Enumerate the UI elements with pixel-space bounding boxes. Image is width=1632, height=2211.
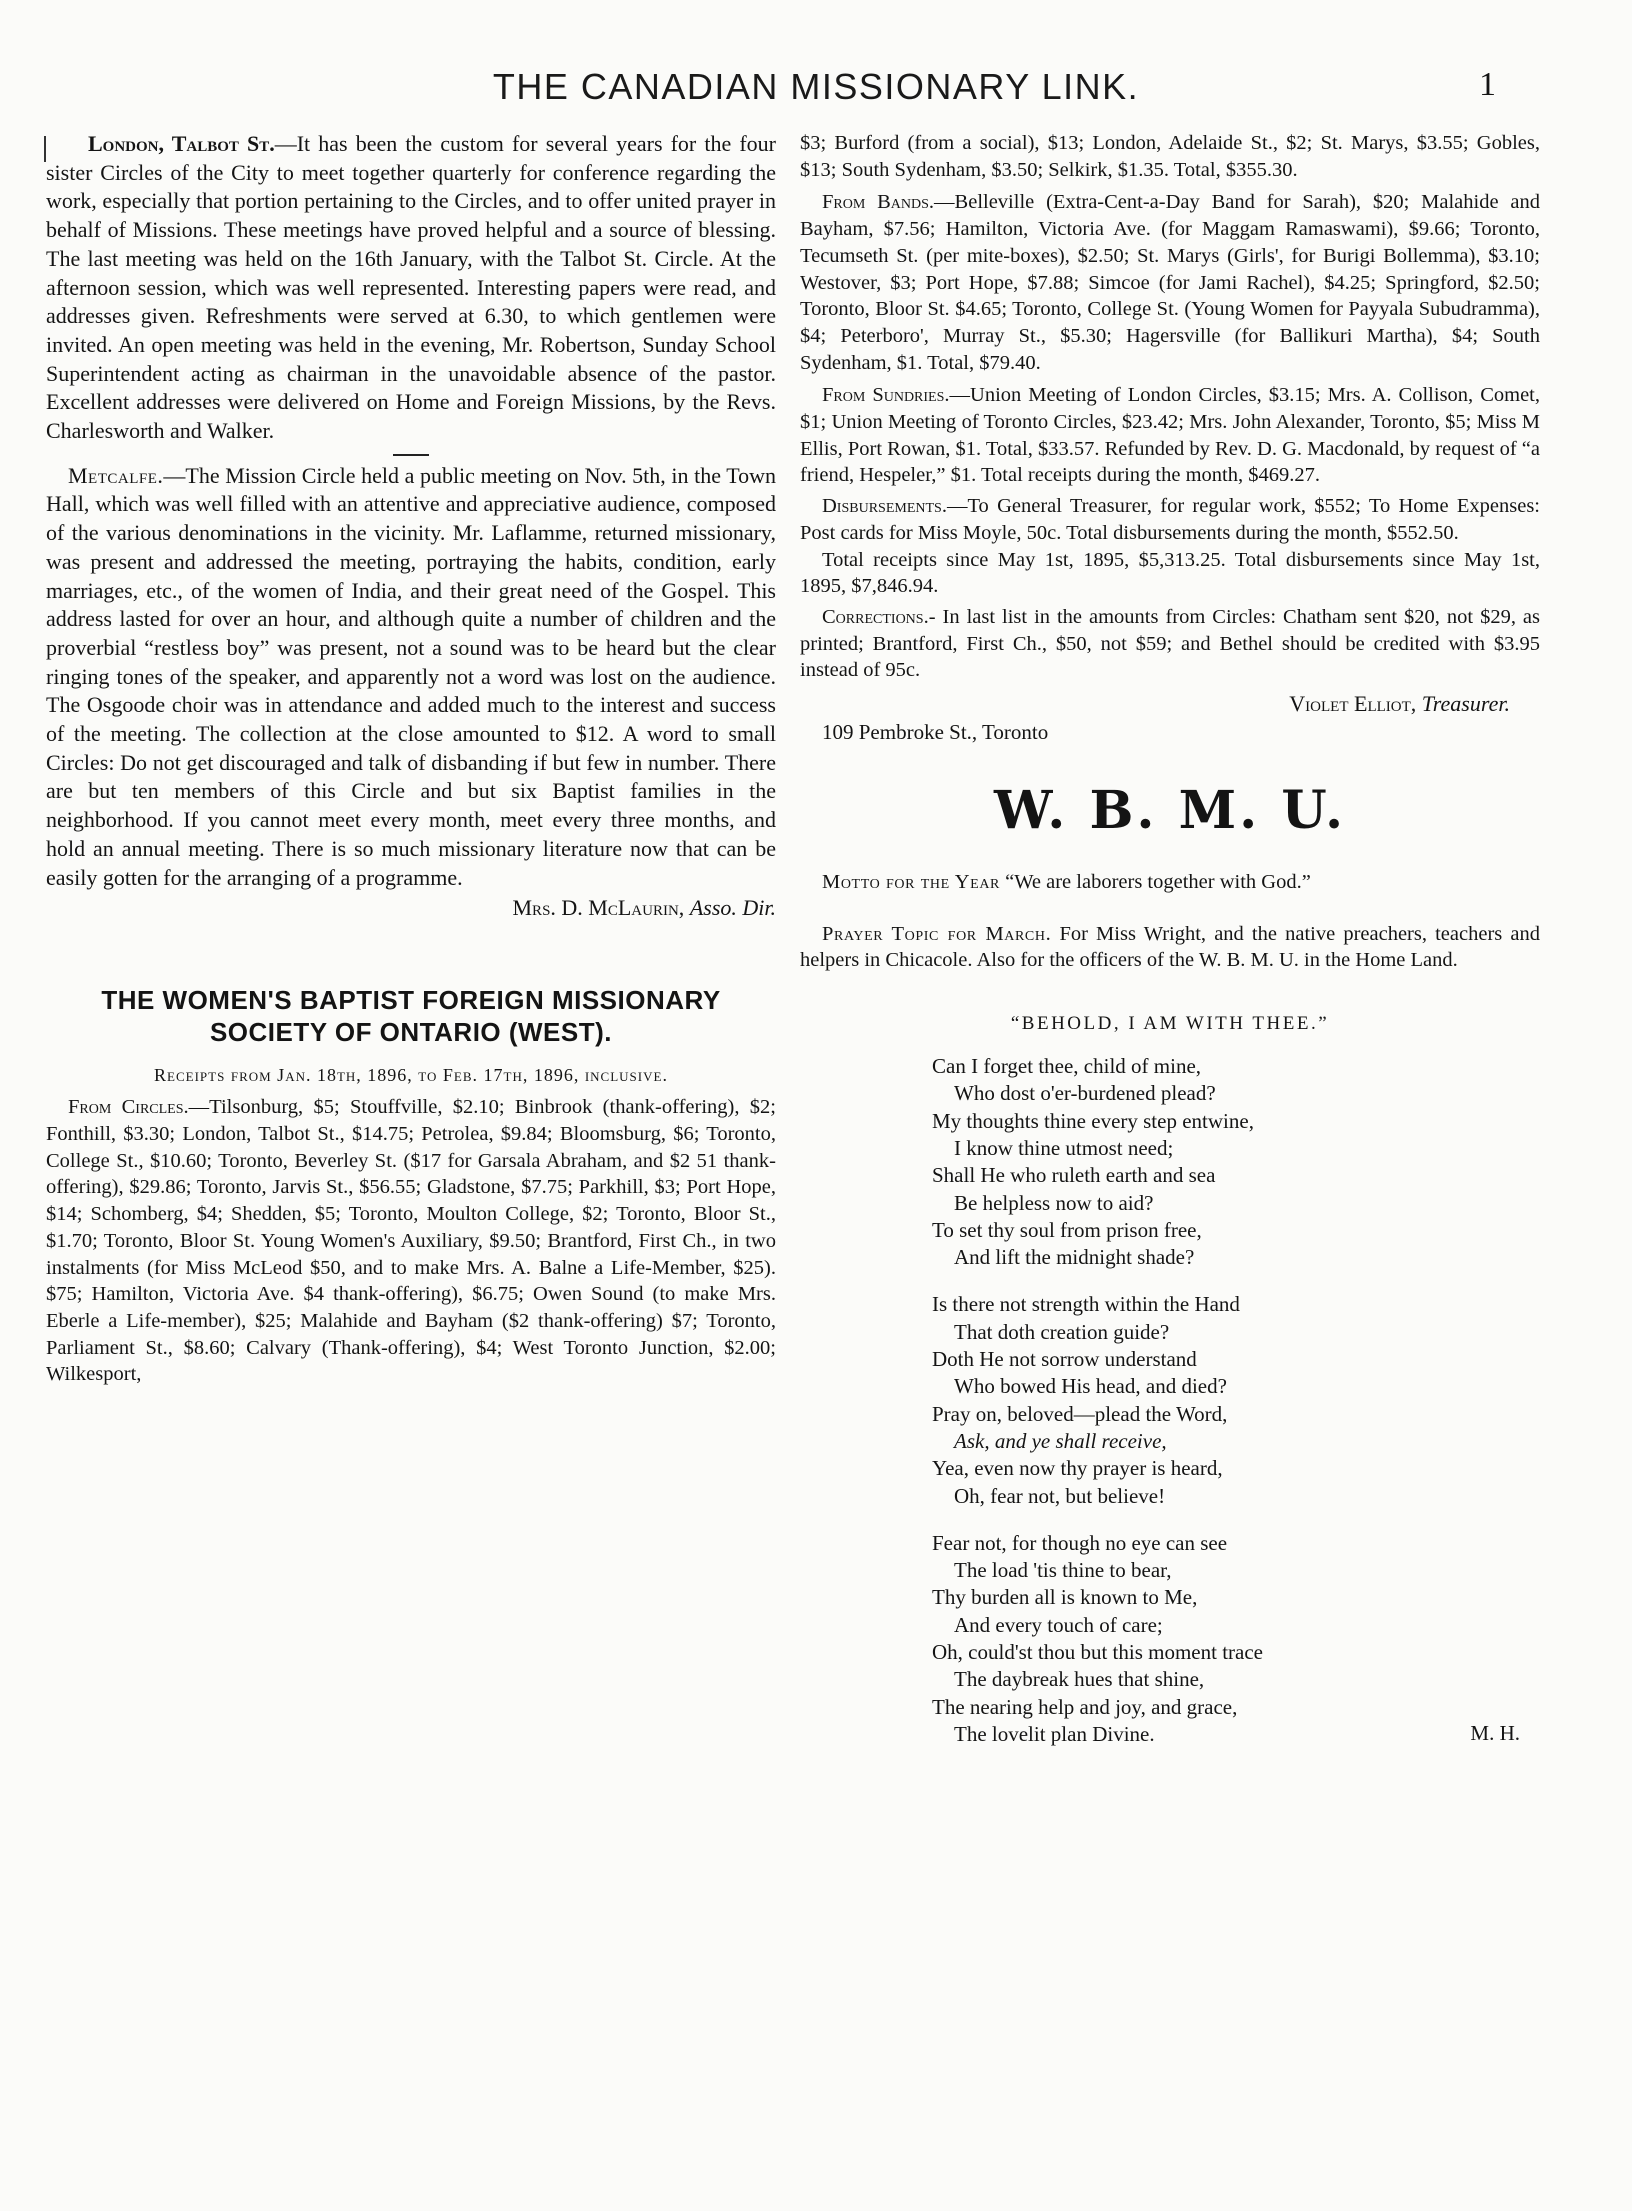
prayer-text: For Miss Wright, and the native preachers, teachers and helpers in Chicacole. Also for the officers of the W. B. M. U. in the Home Land. [800, 923, 1540, 972]
poem-title: “BEHOLD, I AM WITH THEE.” [1010, 1013, 1330, 1035]
corrections-text: - In last list in the amounts from Circles: Chatham sent $20, not $29, as printed; Brantford, First Ch., $50, not $59; and Bethel should be credited with $3.95 instead of 95c. [800, 605, 1540, 682]
poem-line-italic: Ask, and ye shall receive, [954, 1428, 1167, 1453]
metcalfe-text: —The Mission Circle held a public meeting on Nov. 5th, in the Town Hall, which was well filled with an attentive and appreciative audience, composed of the various denominations in the vicinity. Mr. Laflamme, returned missionary, was present and addressed the meeting, portraying the habits, condition, early marriages, etc., of the women of India, and their great need of the Gospel. This address lasted for over an hour, and although quite a number of children and the proverbial “restless boy” was present, not a sound was to be heard but the clear ringing tones of the speaker, and apparently not a word was lost on the audience. The Osgoode choir was in attendance and added much to the interest and success of the meeting. The collection at the close amounted to $12. A word to small Circles: Do not get discouraged and talk of disbanding if but few in number. There are but ten members of this Circle and but six Baptist families in the neighborhood. If you cannot meet every month, meet every three months, and hold an annual meeting. There is so much missionary literature now that can be easily gotten for the arranging of a programme. [46, 462, 776, 890]
circles-text: —Tilsonburg, $5; Stouffville, $2.10; Binbrook (thank-offering), $2; Fonthill, $3.30; London, Talbot St., $14.75; Petrolea, $9.84; Bloomsburg, $6; Toronto, College St., $10.60; Toronto, Beverley St. ($17 for Garsala Abraham, and $2 51 thank-offering), $29.86; Toronto, Jarvis St., $56.55; Gladstone, $7.75; Parkhill, $3; Port Hope, $14; Schomberg, $4; Shedden, $5; Toronto, Moulton College, $2; Toronto, Bloor St., $1.70; Toronto, Bloor St. Young Women's Auxiliary, $9.50; Brantford, First Ch., in two instalments (for Miss McLeod $50, and to make Mrs. A. Balne a Life-Member, $25). $75; Hamilton, Victoria Ave. $4 thank-offering), $6.75; Owen Sound (to make Mrs. Eberle a Life-member), $25; Malahide and Bayham ($2 thank-offering) $7; Toronto, Parliament St., $8.60; Calvary (Thank-offering), $4; West Toronto Junction, $2.00; Wilkesport, [46, 1096, 777, 1386]
poem-line: That doth creation guide? [954, 1319, 1170, 1344]
treasurer-signature [800, 690, 1540, 718]
signature-name: Mrs. D. McLaurin, [512, 895, 685, 921]
poem-line: And lift the midnight shade? [954, 1245, 1195, 1270]
page-number: 1 [1479, 66, 1496, 103]
society-heading-line1: THE WOMEN'S BAPTIST FOREIGN MISSIONARY [101, 985, 721, 1016]
circles-lead: From Circles. [68, 1096, 189, 1119]
poem-line: Is there not strength within the Hand [932, 1292, 1240, 1317]
publication-title: THE CANADIAN MISSIONARY LINK. [492, 66, 1140, 107]
circles-paragraph [46, 1094, 776, 1388]
poem-line: The lovelit plan Divine. [954, 1721, 1155, 1746]
metcalfe-lead: Metcalfe. [68, 462, 164, 488]
prayer-paragraph [800, 921, 1540, 973]
page-header [0, 66, 1632, 116]
poem-line: Thy burden all is known to Me, [932, 1585, 1198, 1610]
treasurer-role: Treasurer. [1421, 691, 1510, 717]
poem-line: And every touch of care; [954, 1612, 1163, 1637]
treasurer-name: Violet Elliot, [1289, 691, 1417, 717]
disbursements-paragraph [800, 493, 1540, 546]
poem-author: M. H. [1470, 1721, 1520, 1746]
bands-text: —Belleville (Extra-Cent-a-Day Band for Sarah), $20; Malahide and Bayham, $7.56; Hamilton, Victoria Ave. (for Maggam Ramaswami), $9.66; Toronto, Tecumseth St. (per mite-boxes), $2.50; St. Marys (Girls', for Burigi Bollemma), $3.10; Westover, $3; Port Hope, $7.88; Simcoe (for Jami Rachel), $4.25; Springford, $2.50; Toronto, Bloor St. $4.65; Toronto, College St. (Young Women for Payyala Subudramma), $4; Peterboro', Murray St., $5.30; Hagersville (for Ballikuri Martha), $4; South Sydenham, $1. Total, $79.40. [800, 191, 1540, 374]
corrections-lead: Corrections. [822, 605, 929, 628]
poem-line: Who dost o'er-burdened plead? [954, 1081, 1216, 1106]
poem-line: Oh, fear not, but believe! [954, 1483, 1166, 1508]
poem-stanza-1 [800, 1053, 1540, 1271]
poem-line: Can I forget thee, child of mine, [932, 1054, 1202, 1079]
poem-line: Oh, could'st thou but this moment trace [932, 1640, 1263, 1664]
prayer-lead: Prayer Topic for March. [822, 923, 1052, 946]
sundries-text: —Union Meeting of London Circles, $3.15; Mrs. A. Collison, Comet, $1; Union Meeting of Toronto Circles, $23.42; Mrs. John Alexander, Toronto, $5; Miss M Ellis, Port Rowan, $1. Total, $33.57. Refunded by Rev. D. G. Macdonald, by request of “a friend, Hespeler,” $1. Total receipts during the month, $469.27. [800, 384, 1540, 487]
motto-text: “We are laborers together with God.” [1005, 871, 1311, 894]
receipts-heading: Receipts from Jan. 18th, 1896, to Feb. 17th, 1896, inclusive. [154, 1065, 668, 1086]
poem-line: The nearing help and joy, and grace, [932, 1694, 1238, 1719]
poem-line: The load 'tis thine to bear, [954, 1558, 1172, 1583]
signature-role: Asso. Dir. [689, 895, 776, 921]
poem-line: I know thine utmost need; [954, 1135, 1174, 1160]
poem-line: To set thy soul from prison free, [932, 1217, 1202, 1242]
sundries-lead: From Sundries. [822, 384, 950, 407]
bands-lead: From Bands. [822, 191, 935, 214]
poem-line: My thoughts thine every step entwine, [932, 1108, 1254, 1133]
motto-lead: Motto for the Year [822, 871, 1000, 894]
poem-line: The daybreak hues that shine, [954, 1667, 1205, 1692]
sundries-paragraph [800, 382, 1540, 489]
treasurer-address: 109 Pembroke St., Toronto [822, 720, 1049, 745]
bands-paragraph [800, 189, 1540, 376]
wbmu-heading: W. B. M. U. [993, 780, 1347, 842]
circles-continued: $3; Burford (from a social), $13; London, Adelaide St., $2; St. Marys, $3.55; Gobles, $13; South Sydenham, $3.50; Selkirk, $1.35. Total, $355.30. [800, 132, 1540, 181]
section-divider [393, 454, 429, 456]
society-heading-line2: SOCIETY OF ONTARIO (WEST). [209, 1017, 613, 1048]
totals-paragraph: Total receipts since May 1st, 1895, $5,313.25. Total disbursements since May 1st, 1895, $7,846.94. [800, 548, 1540, 598]
motto-paragraph [800, 869, 1540, 895]
poem-line: Be helpless now to aid? [954, 1190, 1154, 1215]
poem-line: Pray on, beloved—plead the Word, [932, 1401, 1228, 1426]
left-column [46, 130, 776, 1388]
corrections-paragraph [800, 604, 1540, 684]
metcalfe-paragraph [46, 462, 776, 893]
london-talbot-paragraph [46, 130, 776, 446]
disbursements-text: —To General Treasurer, for regular work, $552; To Home Expenses: Post cards for Miss Moyle, 50c. Total disbursements during the month, $552.50. [800, 495, 1540, 544]
metcalfe-signature [46, 894, 776, 922]
poem-line: Yea, even now thy prayer is heard, [932, 1456, 1223, 1481]
poem-line: Doth He not sorrow understand [932, 1347, 1197, 1372]
poem-line [932, 1428, 1540, 1455]
poem-line: Shall He who ruleth earth and sea [932, 1163, 1216, 1188]
disbursements-lead: Disbursements. [822, 495, 947, 518]
poem-line: Fear not, for though no eye can see [932, 1530, 1228, 1555]
poem-stanza-2 [800, 1291, 1540, 1509]
poem-line: Who bowed His head, and died? [954, 1374, 1227, 1399]
poem-stanza-3 [800, 1530, 1540, 1748]
london-lead: London, Talbot St. [88, 131, 275, 156]
right-column [800, 130, 1540, 1748]
london-text: —It has been the custom for several years for the four sister Circles of the City to meet together quarterly for conference regarding the work, especially that portion pertaining to the Circles, and to offer united prayer in behalf of Missions. These meetings have proved helpful and a source of blessing. The last meeting was held on the 16th January, with the Talbot St. Circle. At the afternoon session, which was well represented. Interesting papers were read, and addresses given. Refreshments were served at 6.30, to which gentlemen were invited. An open meeting was held in the evening, Mr. Robertson, Sunday School Superintendent acting as chairman in the unavoidable absence of the pastor. Excellent addresses were delivered on Home and Foreign Missions, by the Revs. Charlesworth and Walker. [46, 131, 776, 444]
